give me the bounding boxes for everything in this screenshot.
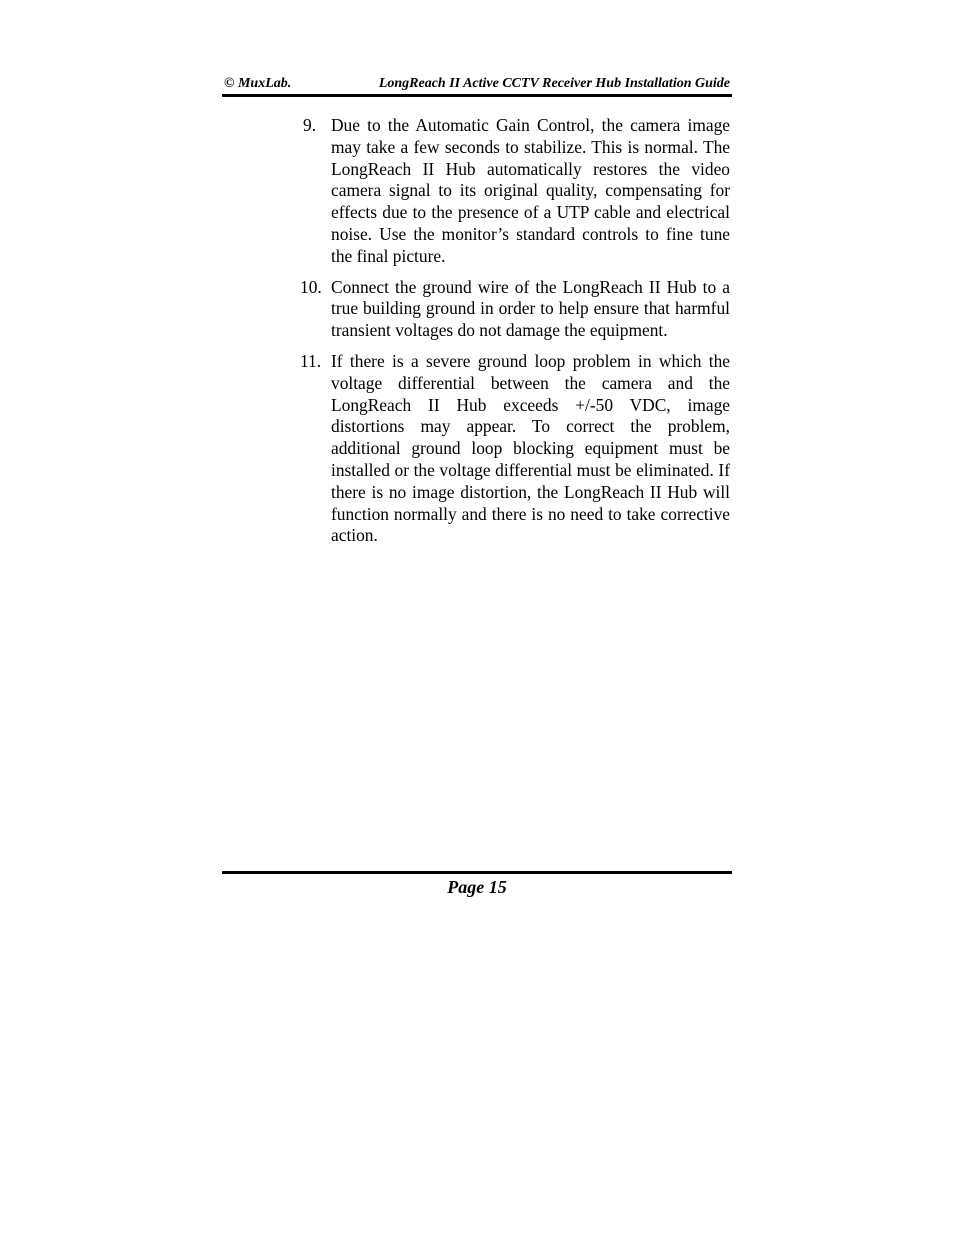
step-number: 10. bbox=[300, 276, 322, 297]
footer-divider bbox=[222, 871, 732, 874]
step-number: 9. bbox=[303, 115, 317, 135]
header-document-title: LongReach II Active CCTV Receiver Hub Installation Guide bbox=[378, 76, 730, 91]
installation-steps-list bbox=[300, 115, 730, 556]
list-item bbox=[300, 277, 730, 342]
list-item bbox=[300, 115, 730, 268]
page-header bbox=[222, 75, 732, 93]
page-number: Page 15 bbox=[447, 877, 507, 897]
step-number: 11. bbox=[300, 350, 322, 371]
list-item bbox=[300, 351, 730, 547]
step-text: If there is a severe ground loop problem in which the voltage differential between the camera and the LongReach II Hub exceeds +/-50 VDC, image distortions may appear. To correct the problem, additional ground loop blocking equipment must be installed or the voltage differential must be eliminated. If there is no image distortion, the LongReach II Hub will function normally and there is no need to take corrective action. bbox=[331, 350, 730, 546]
header-copyright: © MuxLab. bbox=[224, 76, 292, 91]
header-divider bbox=[222, 94, 732, 97]
step-text: Connect the ground wire of the LongReach II Hub to a true building ground in order to help ensure that harmful transient voltages do not damage the equipment. bbox=[331, 276, 730, 341]
step-text: Due to the Automatic Gain Control, the camera image may take a few seconds to stabilize. This is normal. The LongReach II Hub automatically restores the video camera signal to its original quality, compensating for effects due to the presence of a UTP cable and electrical noise. Use the monitor’s standard controls to fine tune the final picture. bbox=[331, 115, 730, 266]
